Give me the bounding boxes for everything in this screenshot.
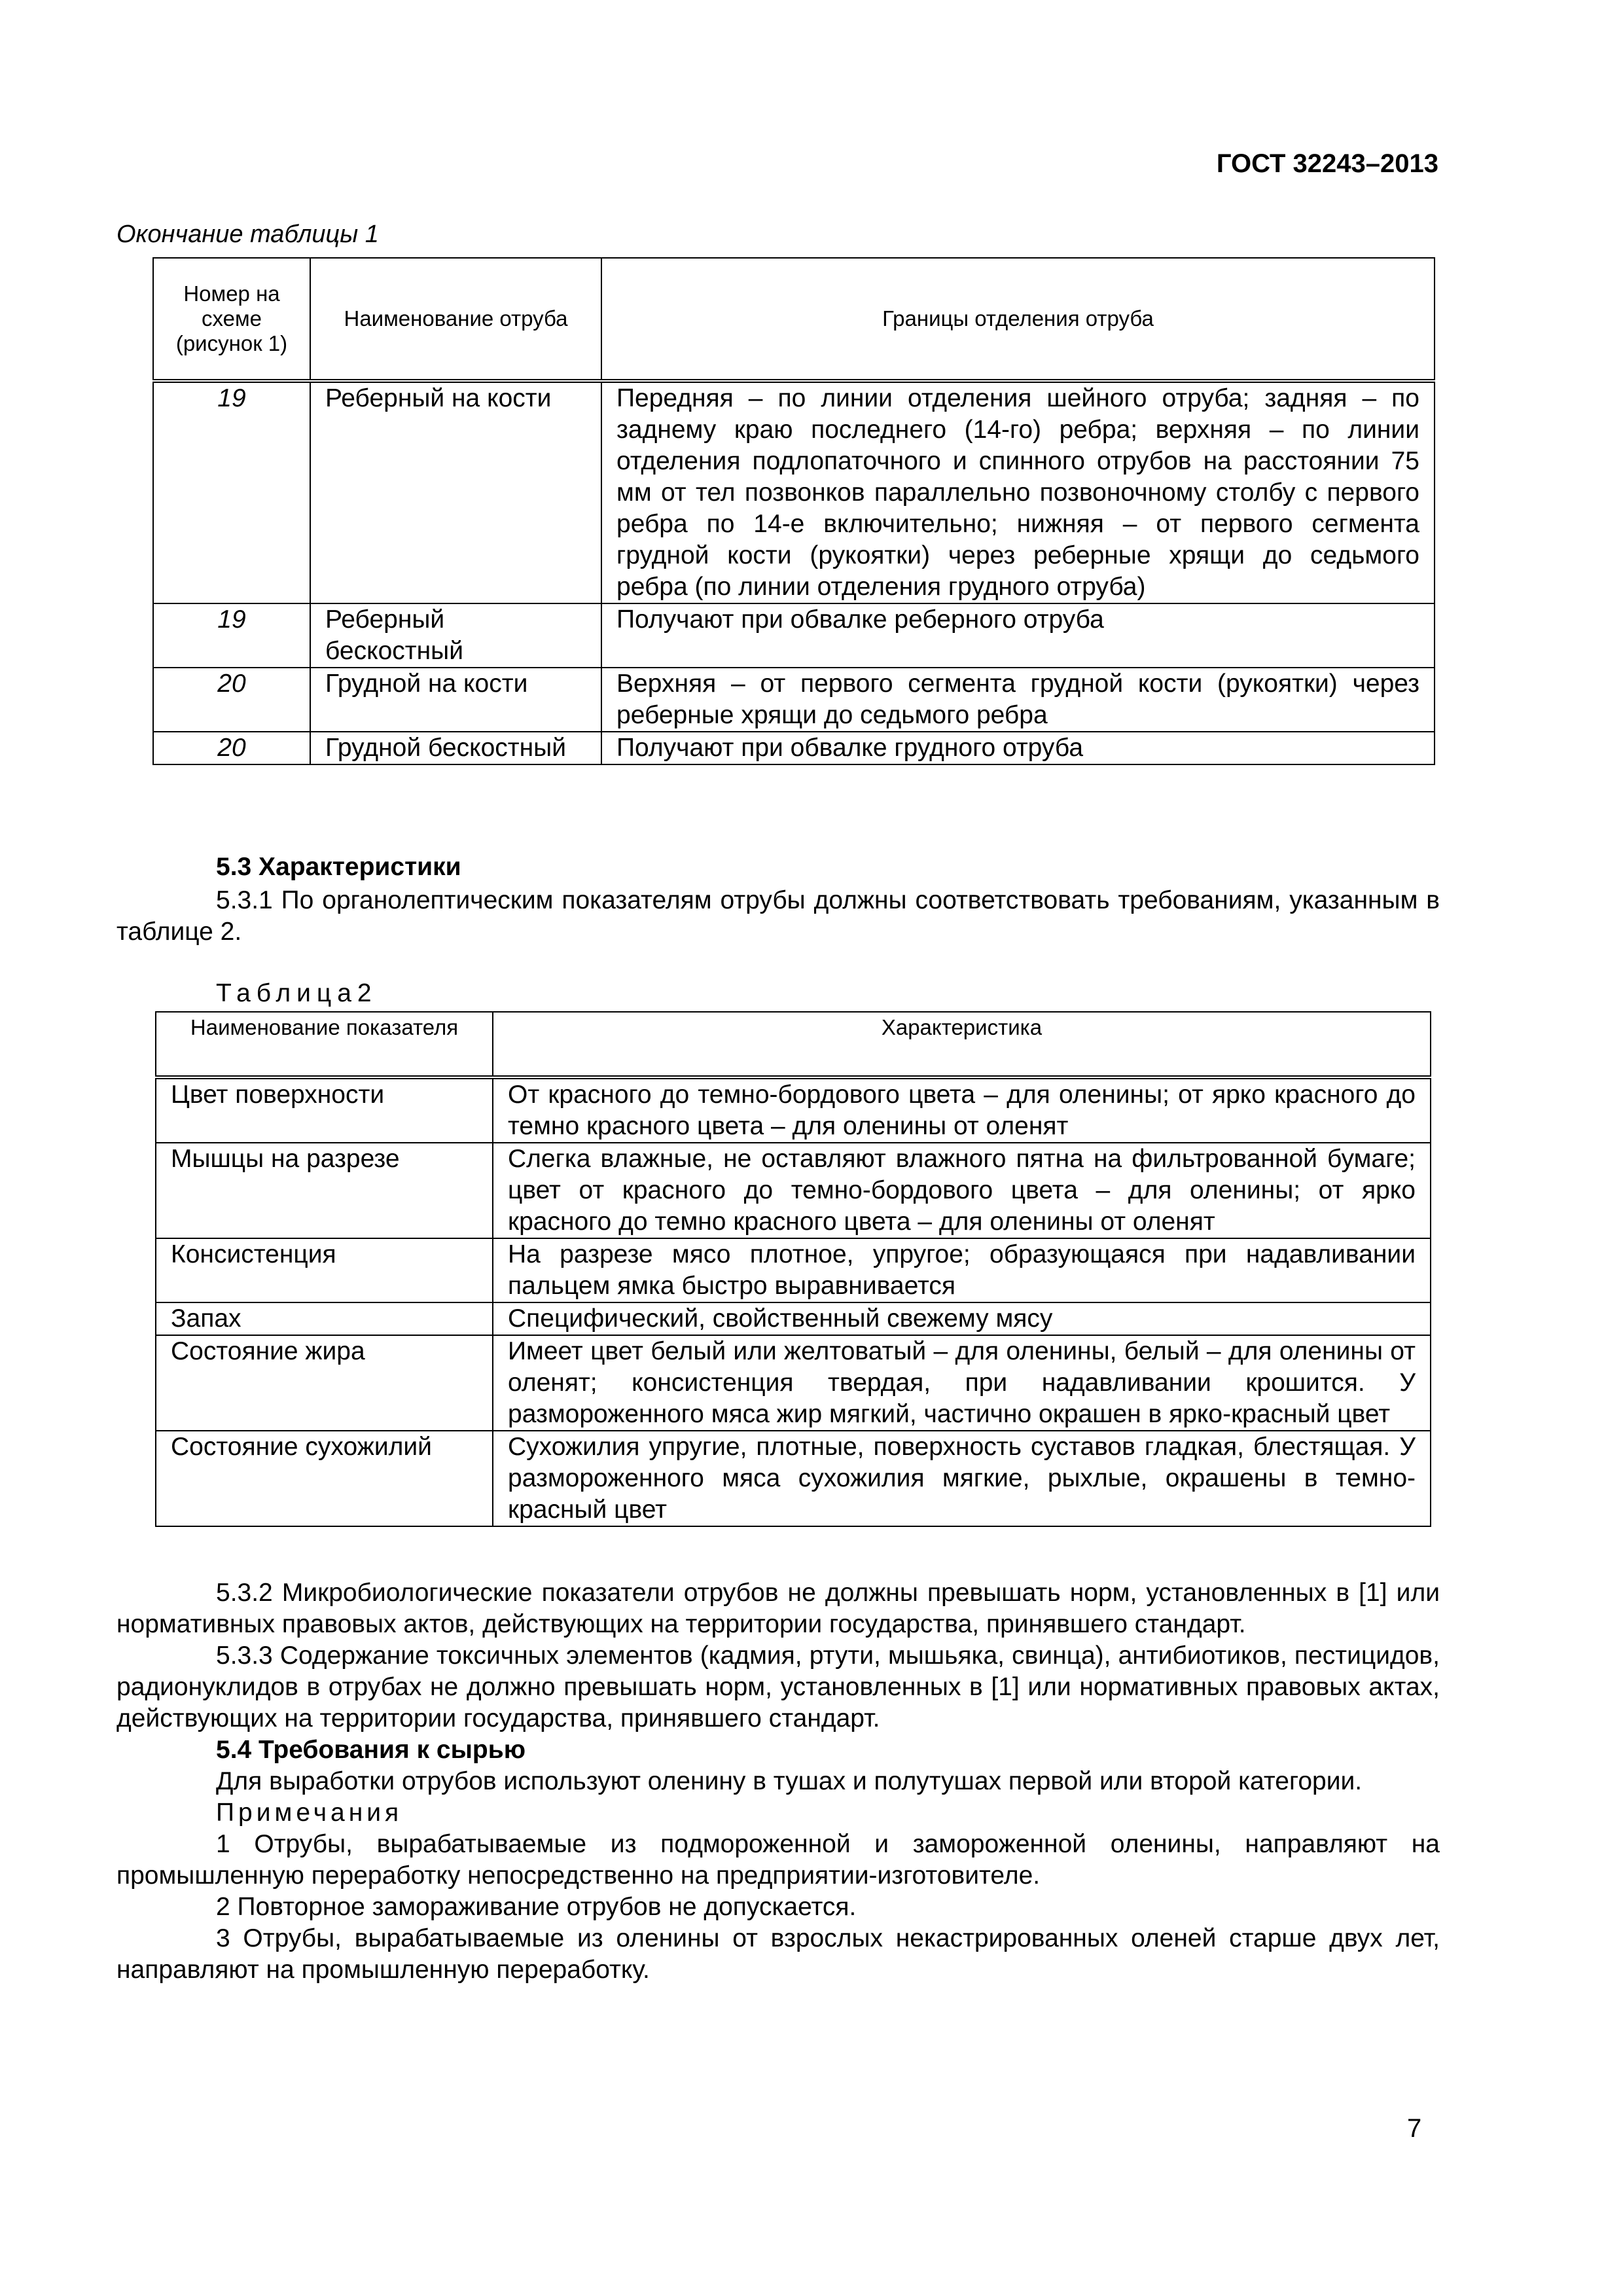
table-row <box>153 381 1435 603</box>
table-row <box>156 1431 1431 1526</box>
section-5-4-heading: 5.4 Требования к сырью <box>216 1736 526 1764</box>
table2-caption: Таблица2 <box>216 979 378 1007</box>
table2-cell-name: Цвет поверхности <box>156 1077 493 1143</box>
body-text <box>116 1577 1440 1986</box>
table-row <box>153 732 1435 764</box>
table1 <box>152 257 1435 765</box>
table1-cell-name: Грудной бескостный <box>310 732 601 764</box>
table1-cell-num: 19 <box>153 381 310 603</box>
paragraph-5-4: Для выработки отрубов используют оленину в тушах и полутушах первой или второй категории. <box>216 1767 1363 1795</box>
table-row <box>153 668 1435 732</box>
table1-cell-desc: Получают при обвалке грудного отруба <box>601 732 1435 764</box>
table1-cell-desc: Получают при обвалке реберного отруба <box>601 603 1435 668</box>
table2-cell-desc: На разрезе мясо плотное, упругое; образующаяся при надавливании пальцем ямка быстро выравнивается <box>493 1238 1431 1302</box>
table1-caption: Окончание таблицы 1 <box>116 221 379 248</box>
table1-header-num: Номер на схеме (рисунок 1) <box>153 258 310 381</box>
paragraph-5-3-2: 5.3.2 Микробиологические показатели отрубов не должны превышать норм, установленных в [1] или нормативных правовых актов, действующих на территории государства, принявшего стандарт. <box>116 1579 1440 1638</box>
table1-cell-num: 20 <box>153 732 310 764</box>
table1-header-name: Наименование отруба <box>310 258 601 381</box>
table2-cell-desc: Слегка влажные, не оставляют влажного пятна на фильтрованной бумаге; цвет от красного до темно-бордового цвета – для оленины; от ярко красного до темно красного цвета – для оленины от оленят <box>493 1143 1431 1238</box>
table-row <box>156 1302 1431 1335</box>
table1-cell-desc: Передняя – по линии отделения шейного отруба; задняя – по заднему краю последнего (14-го) ребра; верхняя – по линии отделения подлопаточного и спинного отрубов на расстоянии 75 мм от тел позвонков параллельно позвоночному столбу с первого ребра по 14-е включительно; нижняя – от первого сегмента грудной кости (рукоятки) через реберные хрящи до седьмого ребра (по линии отделения грудного отруба) <box>601 381 1435 603</box>
table1-cell-name: Грудной на кости <box>310 668 601 732</box>
table1-cell-desc: Верхняя – от первого сегмента грудной кости (рукоятки) через реберные хрящи до седьмого ребра <box>601 668 1435 732</box>
page-number: 7 <box>1407 2114 1422 2143</box>
table2-cell-name: Мышцы на разрезе <box>156 1143 493 1238</box>
note-1: 1 Отрубы, вырабатываемые из подмороженной и замороженной оленины, направляют на промышленную переработку непосредственно на предприятии-изготовителе. <box>116 1830 1440 1890</box>
table2-header-row <box>156 1012 1431 1077</box>
table-row <box>156 1238 1431 1302</box>
table2-header-name: Наименование показателя <box>156 1012 493 1077</box>
table2-cell-desc: От красного до темно-бордового цвета – для оленины; от ярко красного до темно красного цвета – для оленины от оленят <box>493 1077 1431 1143</box>
table1-header-boundaries: Границы отделения отруба <box>601 258 1435 381</box>
table2-cell-name: Консистенция <box>156 1238 493 1302</box>
standard-code: ГОСТ 32243–2013 <box>1216 149 1438 178</box>
table2 <box>155 1011 1431 1527</box>
table1-cell-num: 19 <box>153 603 310 668</box>
table-row <box>153 603 1435 668</box>
table2-cell-desc: Имеет цвет белый или желтоватый – для оленины, белый – для оленины от оленят; консистенция твердая, при надавливании крошится. У размороженного мяса жир мягкий, частично окрашен в ярко-красный цвет <box>493 1335 1431 1431</box>
table2-cell-desc: Специфический, свойственный свежему мясу <box>493 1302 1431 1335</box>
table1-cell-name: Реберный бескостный <box>310 603 601 668</box>
section-5-3-heading: 5.3 Характеристики <box>216 853 461 881</box>
table2-cell-desc: Сухожилия упругие, плотные, поверхность суставов гладкая, блестящая. У размороженного мяса сухожилия мягкие, рыхлые, окрашены в темно-красный цвет <box>493 1431 1431 1526</box>
paragraph-5-3-3: 5.3.3 Содержание токсичных элементов (кадмия, ртути, мышьяка, свинца), антибиотиков, пестицидов, радионуклидов в отрубах не должно превышать норм, установленных в [1] или нормативных правовых актах, действующих на территории государства, принявшего стандарт. <box>116 1641 1440 1732</box>
table2-cell-name: Состояние жира <box>156 1335 493 1431</box>
notes-title: Примечания <box>216 1799 403 1827</box>
table1-cell-name: Реберный на кости <box>310 381 601 603</box>
note-3: 3 Отрубы, вырабатываемые из оленины от взрослых некастрированных оленей старше двух лет, направляют на промышленную переработку. <box>116 1924 1440 1984</box>
table-row <box>156 1143 1431 1238</box>
note-2: 2 Повторное замораживание отрубов не допускается. <box>216 1893 857 1921</box>
paragraph-5-3-1: 5.3.1 По органолептическим показателям отрубы должны соответствовать требованиям, указанным в таблице 2. <box>116 886 1440 946</box>
table-row <box>156 1077 1431 1143</box>
table1-header-row <box>153 258 1435 381</box>
table2-cell-name: Запах <box>156 1302 493 1335</box>
table2-cell-name: Состояние сухожилий <box>156 1431 493 1526</box>
table2-header-characteristic: Характеристика <box>493 1012 1431 1077</box>
table1-cell-num: 20 <box>153 668 310 732</box>
table-row <box>156 1335 1431 1431</box>
